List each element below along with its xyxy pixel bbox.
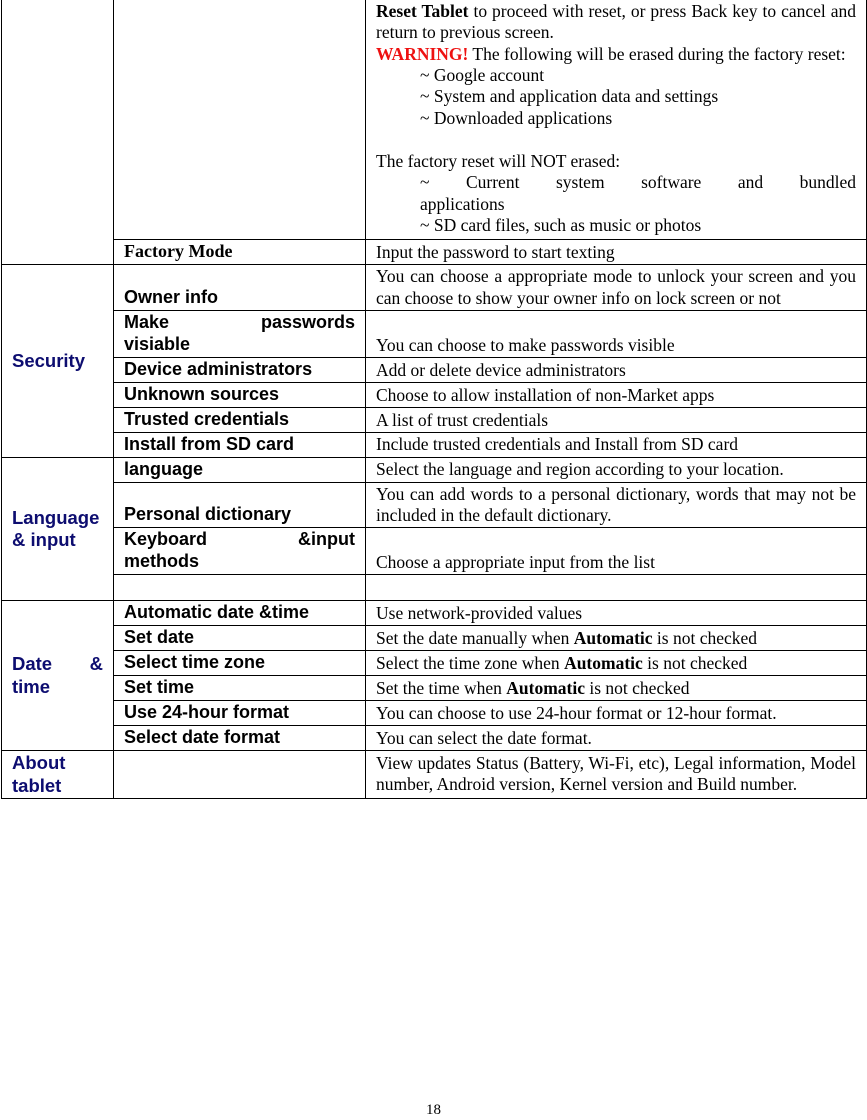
- setting-label: Select date format: [114, 726, 366, 751]
- not-erased-item-a-cont: applications: [420, 193, 505, 214]
- setting-label: Trusted credentials: [114, 407, 366, 432]
- category-about: About tablet: [2, 751, 114, 799]
- setting-description: View updates Status (Battery, Wi-Fi, etc), Legal information, Model number, Android version, Kernel version and Build number.: [366, 751, 867, 799]
- setting-description: Set the time when Automatic is not checked: [366, 676, 867, 701]
- setting-description: Select the language and region according to your location.: [366, 457, 867, 482]
- setting-description: Choose a appropriate input from the list: [366, 528, 867, 575]
- setting-description: You can choose to use 24-hour format or 12-hour format.: [366, 701, 867, 726]
- language-row: [2, 482, 867, 528]
- about-row: [2, 751, 867, 799]
- erased-item: ~ Downloaded applications: [420, 107, 613, 128]
- setting-label: Unknown sources: [114, 382, 366, 407]
- security-row: [2, 265, 867, 311]
- security-row: [2, 407, 867, 432]
- setting-label: language: [114, 457, 366, 482]
- datetime-row: [2, 651, 867, 676]
- setting-description: You can select the date format.: [366, 726, 867, 751]
- settings-table: [1, 0, 867, 799]
- setting-description: Choose to allow installation of non-Market apps: [366, 382, 867, 407]
- setting-label: Personal dictionary: [114, 482, 366, 528]
- category-language: Language & input: [2, 457, 114, 601]
- category-security: Security: [2, 265, 114, 457]
- reset-instruction: Reset Tablet to proceed with reset, or press Back key to cancel and return to previous screen.: [376, 1, 857, 43]
- setting-description: Set the date manually when Automatic is not checked: [366, 626, 867, 651]
- not-erased-item: ~ SD card files, such as music or photos: [420, 215, 702, 236]
- setting-description-empty: [366, 575, 867, 601]
- setting-label: Factory Mode: [114, 240, 366, 265]
- language-row: [2, 457, 867, 482]
- setting-description: You can choose to make passwords visible: [366, 311, 867, 358]
- category-cell-empty: [2, 0, 114, 265]
- datetime-row: [2, 601, 867, 626]
- erased-item: ~ Google account: [420, 65, 545, 86]
- setting-description: Use network-provided values: [366, 601, 867, 626]
- warning-label: WARNING!: [376, 43, 469, 64]
- datetime-row: [2, 726, 867, 751]
- category-datetime: Date & time: [2, 601, 114, 751]
- setting-label-empty: [114, 575, 366, 601]
- setting-description: Input the password to start texting: [366, 240, 867, 265]
- setting-description: You can add words to a personal dictionary, words that may not be included in the default dictionary.: [366, 482, 867, 528]
- setting-label: Set date: [114, 626, 366, 651]
- setting-label: Make passwords visiable: [114, 311, 366, 358]
- factory-mode-row: [2, 240, 867, 265]
- security-row: [2, 382, 867, 407]
- setting-description: You can choose a appropriate mode to unlock your screen and you can choose to show your owner info on lock screen or not: [366, 265, 867, 311]
- setting-label: Device administrators: [114, 357, 366, 382]
- language-row: [2, 528, 867, 575]
- setting-label: Select time zone: [114, 651, 366, 676]
- setting-cell-empty: [114, 0, 366, 240]
- setting-description: A list of trust credentials: [366, 407, 867, 432]
- setting-description: Add or delete device administrators: [366, 357, 867, 382]
- datetime-row: [2, 626, 867, 651]
- reset-description: [366, 0, 867, 240]
- datetime-row: [2, 676, 867, 701]
- setting-label: Set time: [114, 676, 366, 701]
- setting-description: Select the time zone when Automatic is not checked: [366, 651, 867, 676]
- setting-label: Keyboard &input methods: [114, 528, 366, 575]
- reset-row: [2, 0, 867, 240]
- setting-label: Owner info: [114, 265, 366, 311]
- setting-label-empty: [114, 751, 366, 799]
- not-erased-heading: The factory reset will NOT erased:: [376, 151, 621, 172]
- security-row: [2, 357, 867, 382]
- erased-item: ~ System and application data and settings: [420, 86, 719, 107]
- reset-warning: WARNING! The following will be erased during the factory reset:: [376, 43, 846, 64]
- language-row-empty: [2, 575, 867, 601]
- setting-label: Use 24-hour format: [114, 701, 366, 726]
- setting-label: Automatic date &time: [114, 601, 366, 626]
- page-number: 18: [426, 1102, 441, 1118]
- datetime-row: [2, 701, 867, 726]
- security-row: [2, 432, 867, 457]
- security-row: [2, 311, 867, 358]
- setting-description: Include trusted credentials and Install from SD card: [366, 432, 867, 457]
- setting-label: Install from SD card: [114, 432, 366, 457]
- not-erased-item-a: ~ Current system software and bundled: [420, 172, 856, 193]
